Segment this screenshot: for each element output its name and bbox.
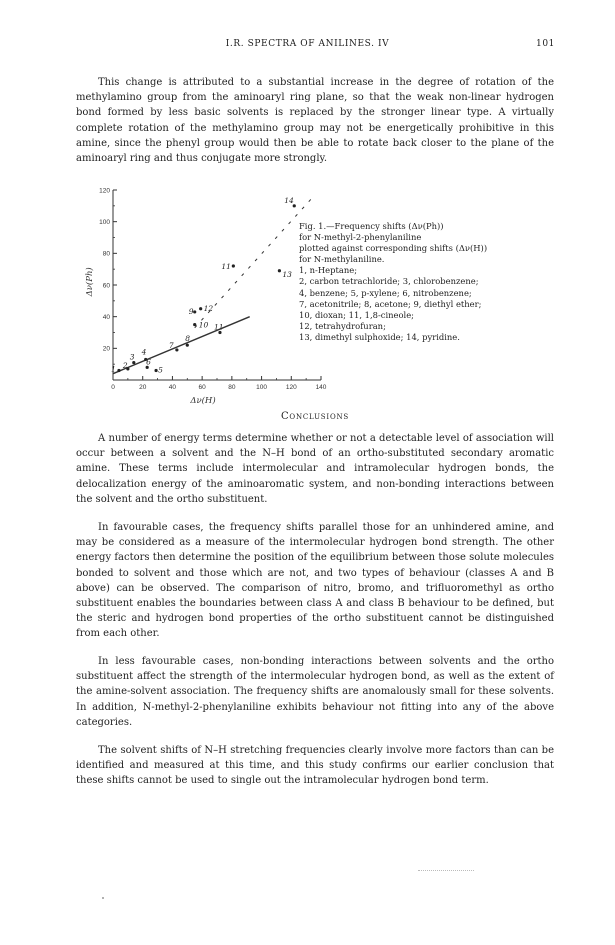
data-point [232, 264, 235, 267]
x-tick-label: 60 [198, 384, 206, 391]
data-point [278, 269, 281, 272]
y-tick-label: 120 [99, 187, 110, 195]
caption-line: 2, carbon tetrachloride; 3, chlorobenzene; [299, 276, 479, 287]
data-point-label: 9 [188, 306, 194, 316]
caption-line: Fig. 1.—Frequency shifts (Δν(Ph)) [299, 221, 444, 231]
data-point-label: 7 [168, 340, 174, 350]
y-tick-label: 20 [102, 345, 110, 353]
intro-paragraph: This change is attributed to a substantial increase in the degree of rotation of the methylamino group from the aminoaryl ring plane, so that the weak non-linear hydrogen bond formed by less basic solvents is replaced by the stronger linear type. A virtually complete rotation of the methylamino group may not be energetically prohibitive in this amine, since the phenyl group would then be able to rotate back closer to the plane of the aminoaryl ring and thus conjugate more strongly. [76, 77, 554, 165]
solid-fit-line [110, 317, 250, 374]
y-tick-label: 40 [102, 313, 110, 321]
data-point-label: 13 [282, 269, 292, 279]
data-point-label: 1 [110, 364, 116, 374]
conclusion-paragraph-4: The solvent shifts of N–H stretching frequencies clearly involve more factors than can be identified and measured at this time, and this study confirms our earlier conclusion that these shifts cannot be used to single out the intramolecular hydrogen bond term. [76, 745, 554, 787]
x-tick-label: 100 [256, 384, 268, 391]
y-tick-label: 60 [102, 282, 110, 290]
caption-line: plotted against corresponding shifts (Δν(H)) [299, 243, 488, 254]
x-axis-label: Δν(H) [190, 396, 216, 406]
running-head [0, 39, 615, 55]
y-tick-label: 80 [102, 250, 110, 258]
caption-line: 10, dioxan; 11, 1,8-cineole; [299, 309, 415, 320]
page-speck [102, 897, 104, 899]
data-point [186, 344, 189, 347]
conclusion-paragraph-1: A number of energy terms determine whether or not a detectable level of association will occur between a solvent and the N–H bond of an ortho-substituted secondary aromatic amine. These terms include intermolecular and intramolecular hydrogen bonds, the delocalization energy of the aminoaromatic system, and non-bonding interactions between the solvent and the ortho substituent. [76, 433, 554, 505]
data-point-label: 4 [141, 347, 147, 357]
y-tick-label: 100 [99, 218, 110, 226]
x-tick-label: 40 [168, 384, 177, 391]
conclusion-paragraph-2: In favourable cases, the frequency shifts parallel those for an unhindered amine, and may be considered as a measure of the intermolecular hydrogen bond strength. The other energy factors then determine the position of the equilibrium between those solute molecules bonded to solvent and those which are not, and two types of behaviour (classes A and B above) can be observed. The comparison of nitro, bromo, and trifluoromethyl as ortho substituent enables the boundaries between class A and class B behaviour to be defined, but the steric and hydrogen bond properties of the ortho substituent cannot be distinguished from each other. [76, 522, 554, 640]
data-point-label: 6 [146, 357, 151, 367]
conclusions-heading: Conclusions [280, 411, 350, 422]
caption-line: 4, benzene; 5, p-xylene; 6, nitrobenzene; [299, 287, 472, 298]
data-point [117, 369, 120, 372]
caption-line: 7, acetonitrile; 8, acetone; 9, diethyl ether; [299, 298, 482, 309]
caption-line: 13, dimethyl sulphoxide; 14, pyridine. [299, 331, 460, 342]
data-point [199, 307, 202, 310]
data-point-label: 8 [185, 334, 191, 344]
x-tick-label: 140 [315, 384, 327, 391]
data-point-label: 14 [284, 195, 294, 205]
x-tick-label: 120 [285, 384, 297, 391]
x-tick-label: 80 [228, 384, 236, 391]
data-point [193, 310, 196, 313]
data-point [193, 323, 196, 326]
data-point-label: 10 [198, 320, 209, 330]
data-point-label: 5 [158, 365, 163, 375]
caption-line: for N-methyl-2-phenylaniline [299, 232, 422, 243]
data-point-label: 12 [203, 303, 214, 313]
caption-line: 1, n-Heptane; [299, 265, 358, 276]
x-tick-label: 0 [111, 384, 115, 391]
caption-line: for N-methylaniline. [299, 254, 385, 265]
data-point-label: 3 [129, 352, 135, 362]
data-point-label: 11 [221, 262, 231, 271]
y-axis-label: Δν(Ph) [85, 267, 95, 297]
page-end-rule [418, 870, 474, 871]
page-number: 101 [536, 39, 555, 49]
data-point [175, 348, 178, 351]
running-head-title: I.R. SPECTRA OF ANILINES. IV [225, 39, 390, 49]
conclusion-paragraph-3: In less favourable cases, non-bonding interactions between solvents and the ortho substituent affect the strength of the intermolecular hydrogen bond, as well as the extent of the amine-solvent association. The frequency shifts are anomalously small for these solvents. In addition, N-methyl-2-phenylaniline exhibits behaviour not fitting into any of the above categories. [76, 656, 554, 728]
data-point-label: 11 [213, 322, 224, 332]
figure-caption [299, 221, 559, 343]
x-tick-label: 20 [139, 384, 147, 391]
data-point-label: 2 [122, 360, 128, 370]
caption-line: 12, tetrahydrofuran; [299, 320, 386, 331]
